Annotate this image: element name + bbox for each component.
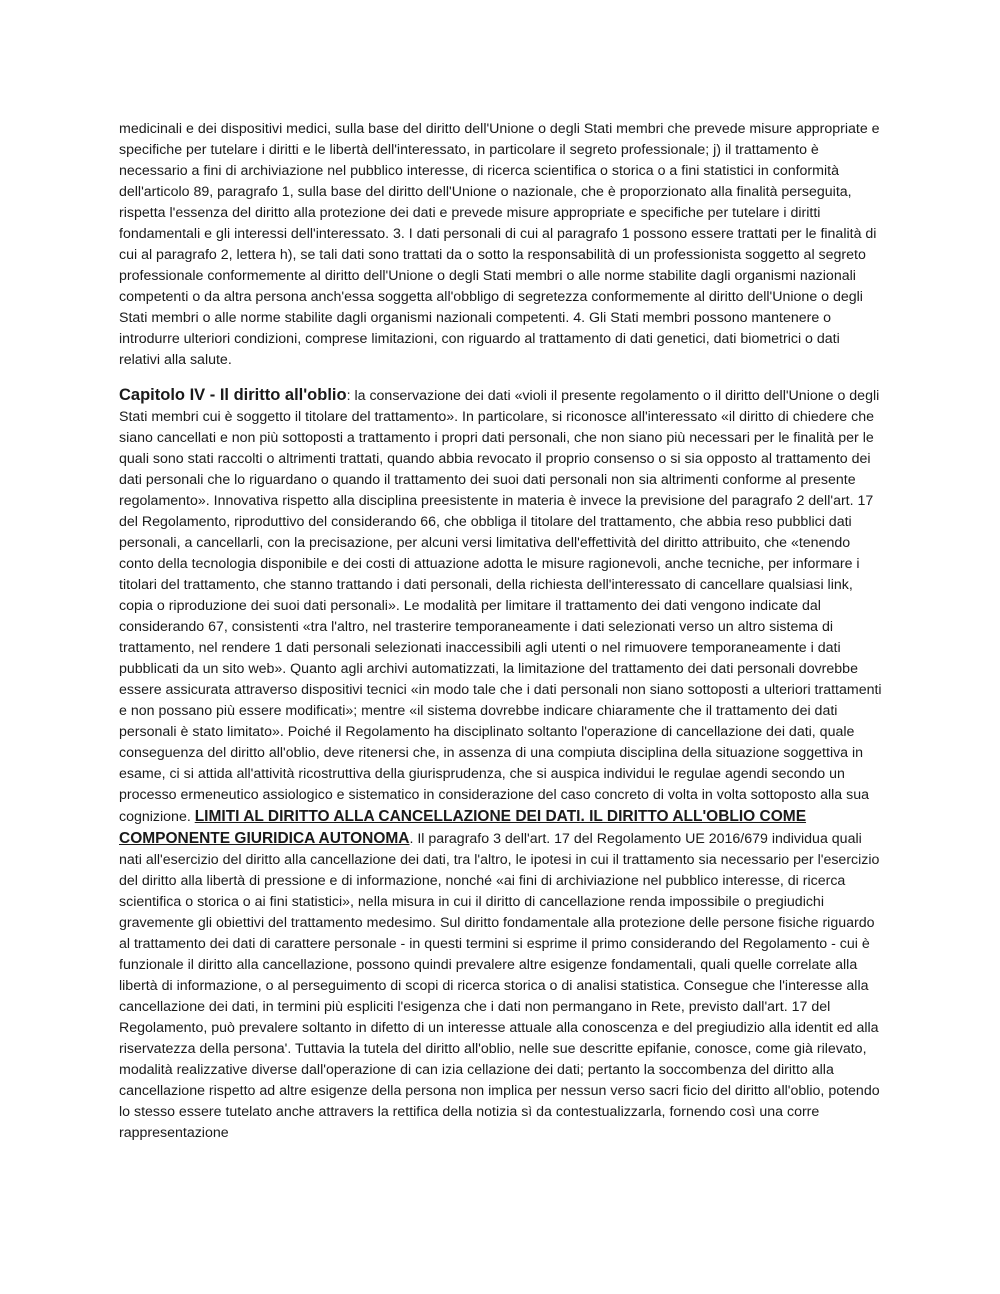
document-body	[119, 119, 883, 1144]
paragraph-1: medicinali e dei dispositivi medici, sulla base del diritto dell'Unione o degli Stati membri che prevede misure appropriate e specifiche per tutelare i diritti e le libertà dell'interessato, in particolare il segreto professionale; j) il trattamento è necessario a fini di archiviazione nel pubblico interesse, di ricerca scientifica o storica o a fini statistici in conformità dell'articolo 89, paragrafo 1, sulla base del diritto dell'Unione o nazionale, che è proporzionato alla finalità perseguita, rispetta l'essenza del diritto alla protezione dei dati e prevede misure appropriate e specifiche per tutelare i diritti fondamentali e gli interessi dell'interessato. 3. I dati personali di cui al paragrafo 1 possono essere trattati per le finalità di cui al paragrafo 2, lettera h), se tali dati sono trattati da o sotto la responsabilità di un professionista soggetto al segreto professionale conformemente al diritto dell'Unione o degli Stati membri o alle norme stabilite dagli organismi nazionali competenti o da altra persona anch'essa soggetta all'obbligo di segretezza conformemente al diritto dell'Unione o degli Stati membri o alle norme stabilite dagli organismi nazionali competenti. 4. Gli Stati membri possono mantenere o introdurre ulteriori condizioni, comprese limitazioni, con riguardo al trattamento di dati genetici, dati biometrici o dati relativi alla salute.	[119, 121, 880, 368]
chapter-heading: Capitolo IV - Il diritto all'oblio	[119, 386, 347, 404]
paragraph-2-text-b: . Il paragrafo 3 dell'art. 17 del Regolamento UE 2016/679 individua quali nati all'esercizio del diritto alla cancellazione dei dati, tra l'altro, le ipotesi in cui il trattamento sia necessario per l'esercizio del diritto alla libertà di pressione e di informazione, nonché «ai fini di archiviazione nel pubblico interesse, di ricerca scientifica o storica o ai fini statistici», nella misura in cui il diritto di cancellazione renda impossibile o pregiudichi gravemente gli obiettivi del trattamento medesimo. Sul diritto fondamentale alla protezione delle persone fisiche riguardo al trattamento dei dati di carattere personale - in questi termini si esprime il primo considerando del Regolamento - cui è funzionale il diritto alla cancellazione, possono quindi prevalere altre esigenze fondamentali, quali quelle correlate alla libertà di informazione, o al perseguimento di scopi di ricerca storica o di analisi statistica. Consegue che l'interesse alla cancellazione dei dati, in termini più espliciti l'esigenza che i dati non permangano in Rete, previsto dall'art. 17 del Regolamento, può prevalere soltanto in difetto di un interesse attuale alla conoscenza e del pregiudizio alla identit ed alla riservatezza della persona'. Tuttavia la tutela del diritto all'oblio, nelle sue descritte epifanie, conosce, come già rilevato, modalità realizzative diverse dall'operazione di can izia cellazione dei dati; pertanto la soccombenza del diritto alla cancellazione rispetto ad altre esigenze della persona non implica per nessun verso sacri ficio del diritto all'oblio, potendo lo stesso essere tutelato anche attravers la rettifica della notizia sì da contestualizzarla, fornendo così una corre rappresentazione	[119, 831, 880, 1141]
section-subheading: LIMITI AL DIRITTO ALLA CANCELLAZIONE DEI DATI. IL DIRITTO ALL'OBLIO COME COMPONENTE GIURIDICA AUTONOMA	[119, 808, 807, 847]
paragraph-2	[119, 385, 883, 1144]
paragraph-2-text-a: : la conservazione dei dati «violi il presente regolamento o il diritto dell'Unione o degli Stati membri cui è soggetto il titolare del trattamento». In particolare, si riconosce all'interessato «il diritto di chiedere che siano cancellati e non più sottoposti a trattamento i propri dati personali, che non siano più necessari per le finalità per le quali sono stati raccolti o altrimenti trattati, quando abbia revocato il proprio consenso o si sia opposto al trattamento dei dati personali che lo riguardano o quando il trattamento dei suoi dati personali non sia altrimenti conforme al presente regolamento». Innovativa rispetto alla disciplina preesistente in materia è invece la previsione del paragrafo 2 dell'art. 17 del Regolamento, riproduttivo del considerando 66, che obbliga il titolare del trattamento, che abbia reso pubblici dati personali, a cancellarli, con la precisazione, per alcuni versi limitativa dell'effettività del diritto attribuito, che «tenendo conto della tecnologia disponibile e dei costi di attuazione adotta le misure ragionevoli, anche tecniche, per informare i titolari del trattamento, che stanno trattando i dati personali, della richiesta dell'interessato di cancellare qualsiasi link, copia o riproduzione dei suoi dati personali». Le modalità per limitare il trattamento dei dati vengono indicate dal considerando 67, consistenti «tra l'altro, nel trasterire temporaneamente i dati selezionati verso un altro sistema di trattamento, nel rendere 1 dati personali selezionati inaccessibili agli utenti o nel rimuovere temporaneamente i dati pubblicati da un sito web». Quanto agli archivi automatizzati, la limitazione del trattamento dei dati personali dovrebbe essere assicurata attraverso dispositivi tecnici «in modo tale che i dati personali non siano sottoposti a ulteriori trattamenti e non possano più essere modificati»; mentre «il sistema dovrebbe indicare chiaramente che il trattamento dei dati personali è stato limitato». Poiché il Regolamento ha disciplinato soltanto l'operazione di cancellazione dei dati, quale conseguenza del diritto all'oblio, deve ritenersi che, in assenza di una compiuta disciplina della situazione soggettiva in esame, ci si attida all'attività ricostruttiva della giurisprudenza, che si auspica individui le regulae agendi secondo un processo ermeneutico assiologico e sistematico in considerazione del caso concreto di volta in volta sottoposto alla sua cognizione.	[119, 388, 882, 825]
